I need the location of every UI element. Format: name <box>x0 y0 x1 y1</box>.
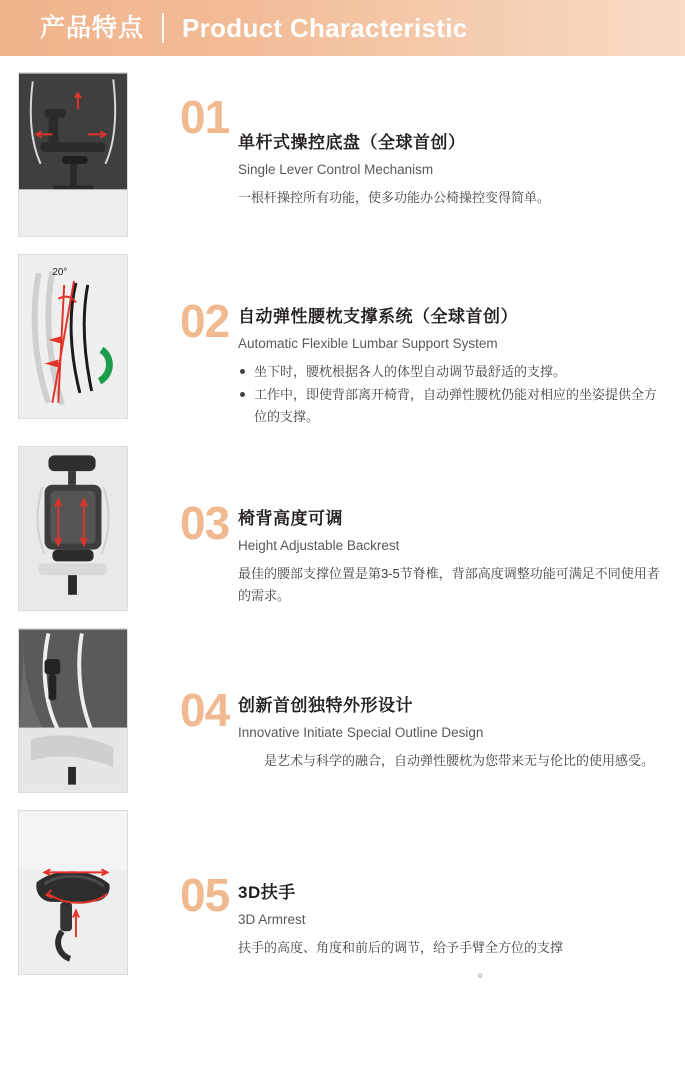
feature-number: 04 <box>180 684 230 737</box>
feature-image-wrap <box>18 254 128 419</box>
feature-image-wrap <box>18 628 128 793</box>
feature-text <box>238 628 685 771</box>
feature-description: 是艺术与科学的融合，自动弹性腰枕为您带来无与伦比的使用感受。 <box>264 753 655 769</box>
feature-row <box>0 810 685 979</box>
feature-title-cn: 3D扶手 <box>238 883 296 903</box>
feature-row <box>0 254 685 429</box>
feature-title-cn: 自动弹性腰枕支撑系统（全球首创） <box>238 307 518 326</box>
feature-text <box>238 810 685 979</box>
feature-image-wrap <box>18 810 128 975</box>
svg-text:20°: 20° <box>52 267 68 279</box>
feature-title-cn: 椅背高度可调 <box>238 509 343 529</box>
feature-number: 05 <box>180 869 230 922</box>
chair-control-lever-photo <box>18 72 128 237</box>
feature-bullet: 工作中，即使背部离开椅背，自动弹性腰枕仍能对相应的坐姿提供全方位的支撑。 <box>238 384 663 427</box>
feature-description: 最佳的腰部支撑位置是第3-5节脊椎，背部高度调整功能可满足不同使用者的需求。 <box>238 566 660 603</box>
feature-trailing-period: 。 <box>478 964 491 979</box>
header-title-en: Product Characteristic <box>182 13 468 43</box>
feature-text <box>238 446 685 606</box>
feature-number: 02 <box>180 295 230 347</box>
lumbar-support-angle-diagram <box>18 254 128 419</box>
3d-armrest-photo <box>18 810 128 975</box>
header-title-cn: 产品特点 <box>40 13 145 42</box>
feature-image-wrap <box>18 446 128 611</box>
feature-title-en: Single Lever Control Mechanism <box>238 162 434 177</box>
feature-number: 03 <box>180 497 230 550</box>
feature-image-wrap <box>18 72 128 237</box>
feature-text <box>238 254 685 429</box>
feature-row <box>0 446 685 611</box>
feature-title-en: 3D Armrest <box>238 912 306 928</box>
backrest-height-adjust-photo <box>18 446 128 611</box>
page-header <box>0 0 685 56</box>
feature-title-cn: 创新首创独特外形设计 <box>238 696 413 716</box>
feature-bullet: 坐下时，腰枕根据各人的体型自动调节最舒适的支撑。 <box>238 361 663 382</box>
feature-list <box>0 56 685 980</box>
feature-title-en: Automatic Flexible Lumbar Support System <box>238 336 498 351</box>
feature-number: 01 <box>180 91 230 143</box>
feature-title-en: Height Adjustable Backrest <box>238 538 400 554</box>
feature-row <box>0 72 685 237</box>
feature-description: 扶手的高度、角度和前后的调节，给予手臂全方位的支撑 <box>238 940 564 956</box>
feature-bullet-list <box>238 361 663 427</box>
feature-title-cn: 单杆式操控底盘（全球首创） <box>238 133 466 152</box>
header-divider <box>162 13 164 43</box>
feature-text <box>238 72 685 208</box>
feature-description: 一根杆操控所有功能，使多功能办公椅操控变得简单。 <box>238 190 551 205</box>
feature-title-en: Innovative Initiate Special Outline Design <box>238 725 484 741</box>
chair-outline-design-photo <box>18 628 128 793</box>
feature-row <box>0 628 685 793</box>
